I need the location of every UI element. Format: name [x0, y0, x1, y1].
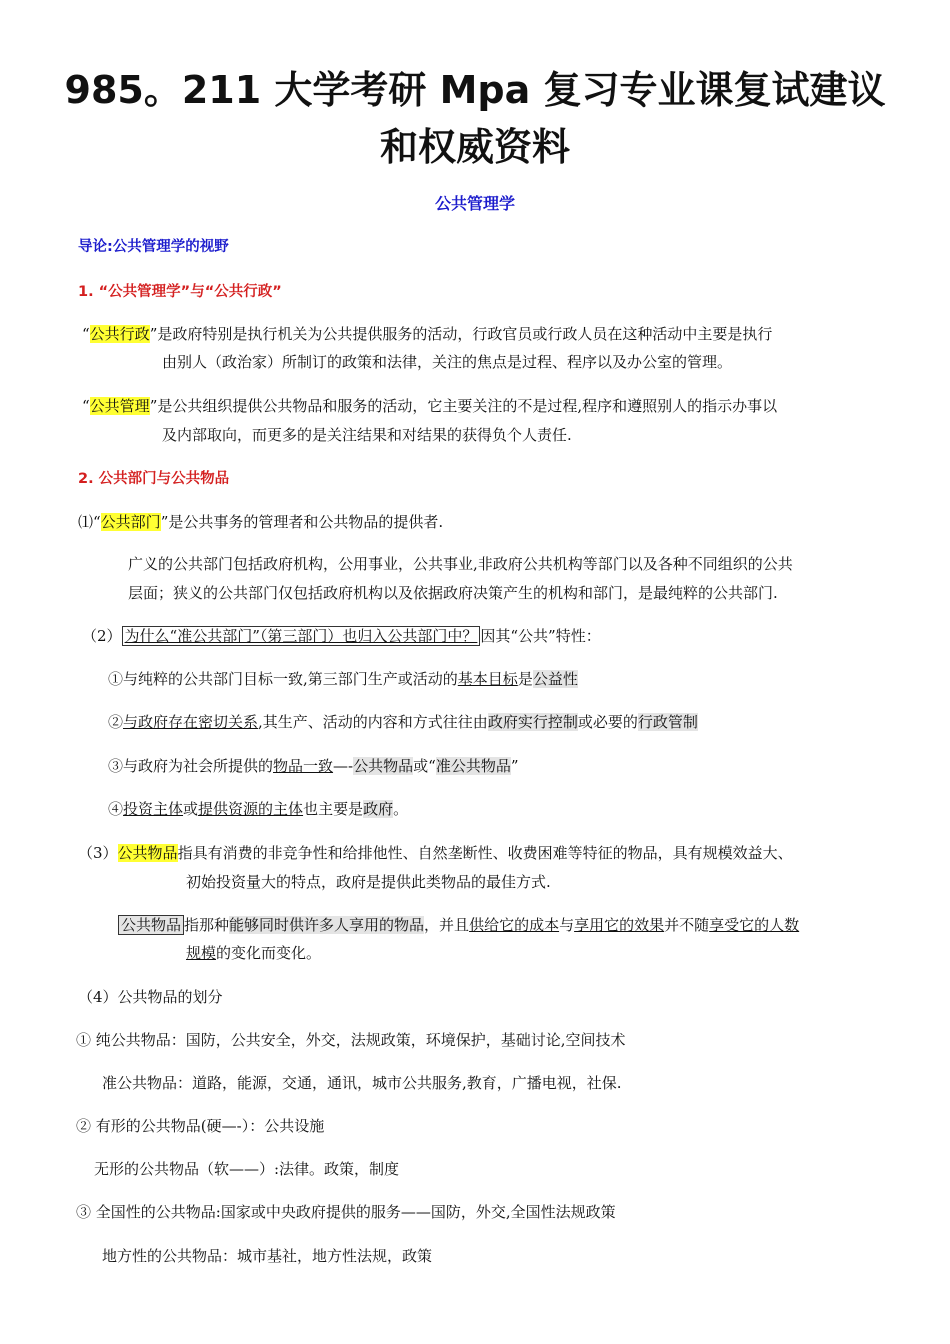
intro-heading: 导论:公共管理学的视野 — [78, 239, 229, 255]
public-sector-item: ⑴“公共部门”是公共事务的管理者和公共物品的提供者. — [78, 513, 444, 531]
classification-row-3: ② 有形的公共物品(硬—-）：公共设施 — [76, 1117, 325, 1135]
quasi-point-1: ①与纯粹的公共部门目标一致,第三部门生产或活动的基本目标是公益性 — [108, 670, 578, 688]
term-public-management: 公共管理 — [89, 397, 150, 415]
public-goods-item: （3）公共物品指具有消费的非竞争性和给排他性、自然垄断性、收费困难等特征的物品，具有规模效益大、 — [78, 844, 793, 862]
classification-row-6: 地方性的公共物品：城市基社，地方性法规，政策 — [102, 1247, 433, 1265]
section1-heading: 1. “公共管理学”与“公共行政” — [78, 284, 282, 300]
quasi-public-sector-item: （2） 为什么“准公共部门”（第三部门）也归入公共部门中？ 因其“公共”特性： — [82, 627, 601, 645]
term-public-goods: 公共物品 — [117, 844, 178, 862]
public-goods-line2: 初始投资量大的特点，政府是提供此类物品的最佳方式. — [186, 873, 551, 891]
document-subtitle: 公共管理学 — [434, 194, 515, 213]
classification-row-2: 准公共物品：道路，能源，交通，通讯，城市公共服务,教育，广播电视，社保. — [102, 1074, 622, 1092]
quasi-point-3: ③与政府为社会所提供的物品一致—-公共物品或“准公共物品” — [108, 757, 519, 775]
public-management-line2: 及内部取向，而更多的是关注结果和对结果的获得负个人责任. — [162, 426, 572, 444]
public-sector-sub-line1: 广义的公共部门包括政府机构，公用事业，公共事业,非政府公共机构等部门以及各种不同组织的公共 — [128, 555, 793, 573]
classification-row-4: 无形的公共物品（软——）:法律。政策，制度 — [94, 1160, 400, 1178]
quasi-point-2: ②与政府存在密切关系,其生产、活动的内容和方式往往由政府实行控制或必要的行政管制 — [108, 713, 698, 731]
classification-heading: （4）公共物品的划分 — [78, 988, 223, 1006]
public-goods-definition-line2: 规模的变化而变化。 — [186, 944, 322, 962]
classification-row-5: ③ 全国性的公共物品:国家或中央政府提供的服务——国防，外交,全国性法规政策 — [76, 1203, 616, 1221]
quasi-point-4: ④投资主体或提供资源的主体也主要是政府。 — [108, 800, 409, 818]
public-management-line1: “公共管理”是公共组织提供公共物品和服务的活动，它主要关注的不是过程,程序和遵照别人的指示办事以 — [82, 397, 778, 415]
classification-row-1: ① 纯公共物品：国防，公共安全，外交，法规政策，环境保护，基础讨论,空间技术 — [76, 1031, 626, 1049]
quasi-public-question: 为什么“准公共部门”（第三部门）也归入公共部门中？ — [122, 626, 481, 646]
public-goods-definition: 公共物品 指那种能够同时供许多人享用的物品，并且供给它的成本与享用它的效果并不随享受它的人数 — [118, 915, 799, 935]
term-public-sector: 公共部门 — [100, 513, 161, 531]
document-title: 985。211 大学考研 Mpa 复习专业课复试建议和权威资料 — [64, 68, 886, 169]
section2-heading: 2. 公共部门与公共物品 — [78, 471, 230, 487]
term-public-administration: 公共行政 — [89, 325, 150, 343]
public-administration-line2: 由别人（政治家）所制订的政策和法律，关注的焦点是过程、程序以及办公室的管理。 — [162, 353, 733, 371]
public-administration-line1: “公共行政”是政府特别是执行机关为公共提供服务的活动，行政官员或行政人员在这种活动中主要是执行 — [82, 325, 773, 343]
public-sector-sub-line2: 层面；狭义的公共部门仅包括政府机构以及依据政府决策产生的机构和部门，是最纯粹的公共部门. — [128, 584, 778, 602]
